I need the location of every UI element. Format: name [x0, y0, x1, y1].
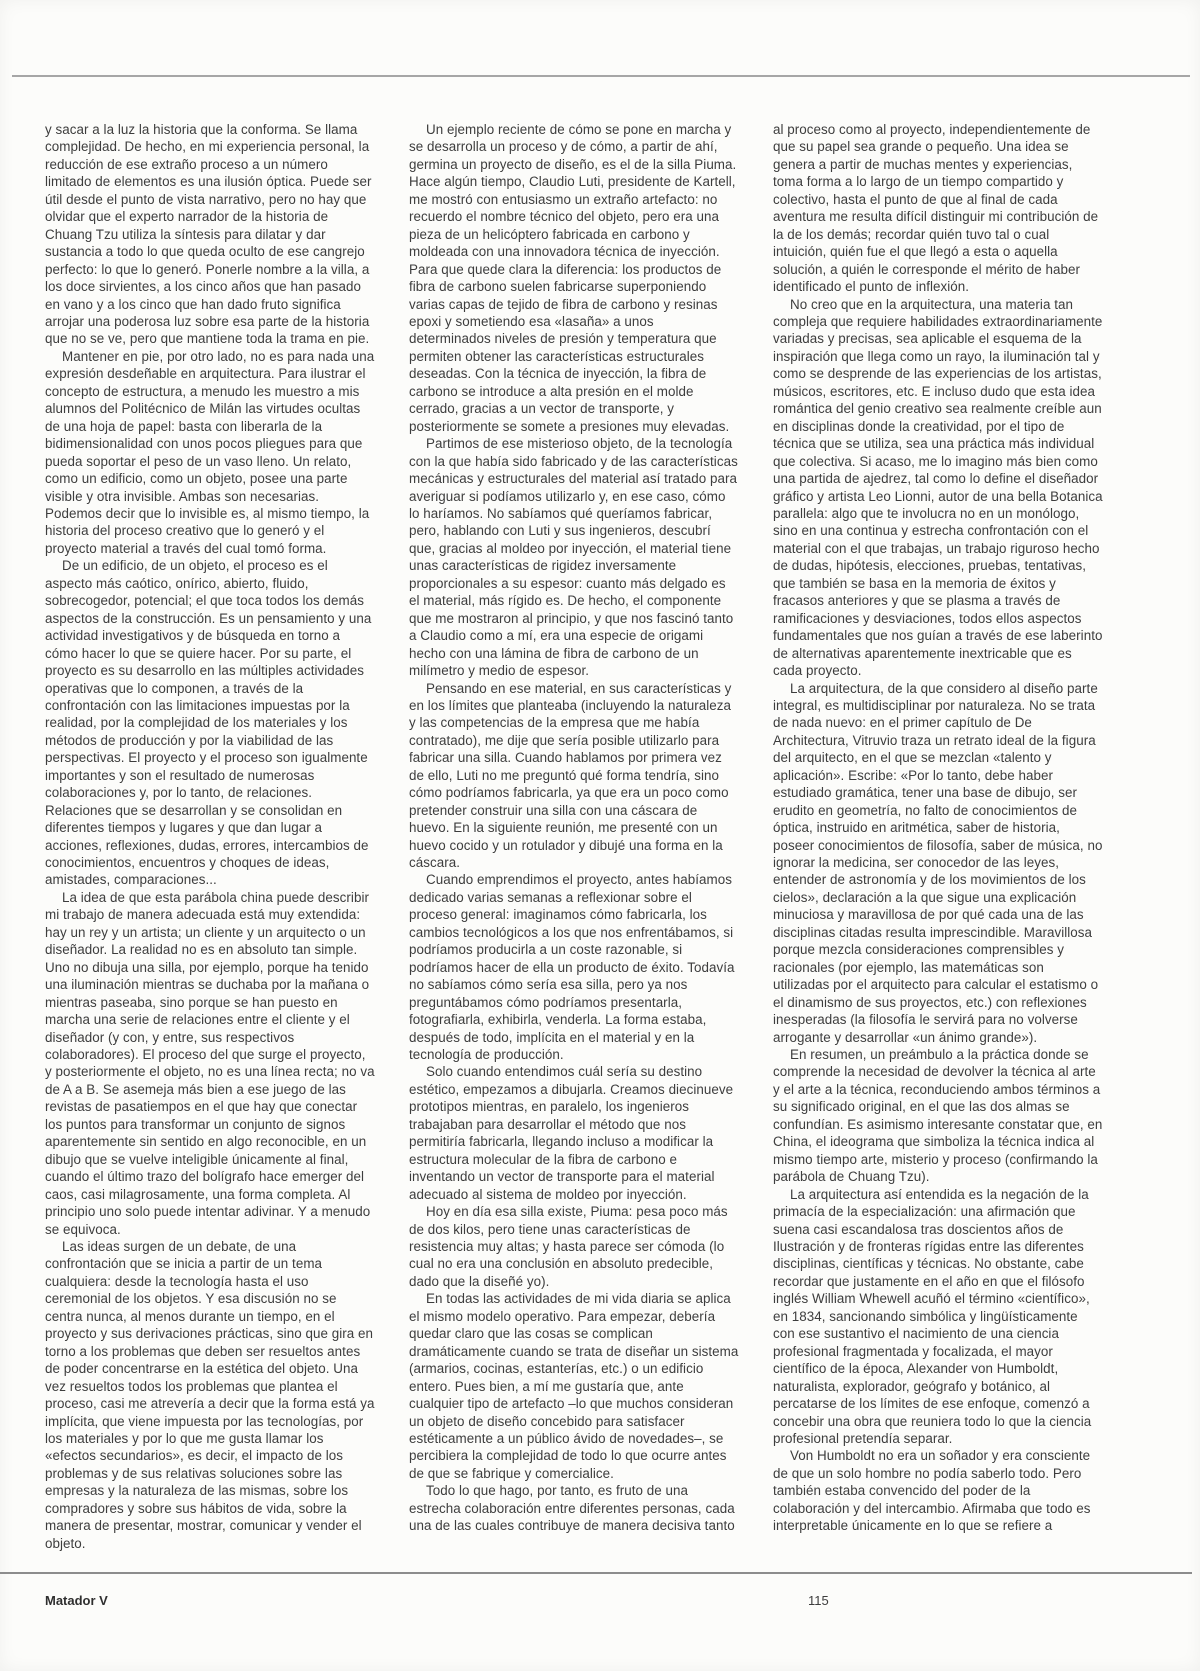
paragraph: Un ejemplo reciente de cómo se pone en marcha y se desarrolla un proceso y de cómo, a partir de ahí, germina un proyecto de diseño, es el de la silla Piuma. Hace algún tiempo, Claudio Luti, presidente de Kartell, me mostró con entusiasmo un extraño artefacto: no recuerdo el nombre técnico del objeto, pero era una pieza de un helicóptero fabricada en carbono y moldeada con una innovadora técnica de inyección. Para que quede clara la diferencia: los productos de fibra de carbono suelen fabricarse superponiendo varias capas de tejido de fibra de carbono y resinas epoxi y sometiendo esa «lasaña» a unos determinados niveles de presión y temperatura que permiten obtener las características estructurales deseadas. Con la técnica de inyección, la fibra de carbono se introduce a alta presión en el molde cerrado, gracias a un vector de transporte, y posteriormente se somete a presiones muy elevadas.	[409, 122, 737, 434]
text-columns	[45, 121, 1103, 1552]
paragraph: Todo lo que hago, por tanto, es fruto de una estrecha colaboración entre diferentes personas, cada una de las cuales contribuye de manera decisiva tanto	[409, 1483, 735, 1534]
paragraph: No creo que en la arquitectura, una materia tan compleja que requiere habilidades extraordinariamente variadas y precisas, sea aplicable el esquema de la inspiración que llega como un rayo, la iluminación tal y como se desprende de las experiencias de los artistas, músicos, escritores, etc. E incluso dudo que esta idea romántica del genio creativo sea realmente creíble aun en disciplinas donde la creatividad, por el tipo de técnica que se utiliza, sea una práctica más individual que colectiva. Si acaso, me lo imagino más bien como una partida de ajedrez, tal como lo define el diseñador gráfico y artista Leo Lionni, autor de una bella Botanica parallela: algo que te involucra no en un monólogo, sino en una continua y estrecha confrontación con el material con el que trabajas, un trabajo riguroso hecho de dudas, hipótesis, elecciones, pruebas, tentativas, que también se basa en la memoria de éxitos y fracasos anteriores y que se plasma a través de ramificaciones y desviaciones, todos ellos aspectos fundamentales que nos guían a través de ese laberinto de alternativas aparentemente inextricable que es cada proyecto.	[773, 296, 1103, 679]
top-divider	[12, 75, 1190, 77]
text-column-2	[409, 121, 739, 1552]
paragraph: Mantener en pie, por otro lado, no es para nada una expresión desdeñable en arquitectura. Para ilustrar el concepto de estructura, a menudo les muestro a mis alumnos del Politécnico de Milán las virtudes ocultas de una hoja de papel: basta con liberarla de la bidimensionalidad con unos pocos pliegues para que pueda soportar el peso de un vaso lleno. Un relato, como un edificio, como un objeto, posee una parte visible y otra invisible. Ambas son necesarias. Podemos decir que lo invisible es, al mismo tiempo, la historia del proceso creativo que lo generó y el proyecto material a través del cual tomó forma.	[45, 348, 375, 556]
paragraph: y sacar a la luz la historia que la conforma. Se llama complejidad. De hecho, en mi experiencia personal, la reducción de ese extraño proceso a un número limitado de elementos es una ilusión óptica. Puede ser útil desde el punto de vista narrativo, pero no hay que olvidar que el experto narrador de la historia de Chuang Tzu utiliza la síntesis para dilatar y dar sustancia a todo lo que queda oculto de ese cangrejo perfecto: lo que lo generó. Ponerle nombre a la villa, a los doce sirvientes, a los cinco años que han pasado en vano y a los cinco que han dado fruto significa arrojar una poderosa luz sobre esa parte de la historia que no se ve, pero que mantiene toda la trama en pie.	[45, 122, 372, 347]
paragraph: La idea de que esta parábola china puede describir mi trabajo de manera adecuada está muy extendida: hay un rey y un artista; un cliente y un arquitecto o un diseñador. La realidad no es en absoluto tan simple. Uno no dibuja una silla, por ejemplo, porque ha tenido una iluminación mientras se duchaba por la mañana o mientras paseaba, sino porque se han puesto en marcha una serie de relaciones entre el cliente y el diseñador (y con, y entre, sus respectivos colaboradores). El proceso del que surge el proyecto, y posteriormente el objeto, no es una línea recta; no va de A a B. Se asemeja más bien a ese juego de las revistas de pasatiempos en el que hay que conectar los puntos para transformar un conjunto de signos aparentemente sin sentido en algo reconocible, en un dibujo que se vuelve inteligible únicamente al final, cuando el último trazo del bolígrafo hace emerger del caos, casi milagrosamente, una forma completa. Al principio uno solo puede intentar adivinar. Y a menudo se equivoca.	[45, 889, 375, 1237]
page-number: 115	[808, 1593, 829, 1608]
publication-title: Matador V	[45, 1593, 108, 1608]
paragraph: Partimos de ese misterioso objeto, de la tecnología con la que había sido fabricado y de las características mecánicas y estructurales del material así tratado para averiguar si podíamos utilizarlo y, en ese caso, cómo lo haríamos. No sabíamos qué queríamos fabricar, pero, hablando con Luti y sus ingenieros, descubrí que, gracias al moldeo por inyección, el material tiene unas características de rigidez inversamente proporcionales a su espesor: cuanto más delgado es el material, más rígido es. De hecho, el componente que me mostraron al principio, y que nos fascinó tanto a Claudio como a mí, era una especie de origami hecho con una lámina de fibra de carbono de un milímetro y medio de espesor.	[409, 436, 738, 679]
text-column-1	[45, 121, 375, 1552]
paragraph: En todas las actividades de mi vida diaria se aplica el mismo modelo operativo. Para empezar, debería quedar claro que las cosas se complican dramáticamente cuando se trata de diseñar un sistema (armarios, cocinas, estanterías, etc.) o un edificio entero. Pues bien, a mí me gustaría que, ante cualquier tipo de artefacto –lo que muchos consideran un objeto de diseño concebido para satisfacer estéticamente a un público ávido de novedades–, se percibiera la complejidad de todo lo que ocurre antes de que se fabrique y comercialice.	[409, 1291, 739, 1481]
paragraph: Pensando en ese material, en sus características y en los límites que planteaba (incluyendo la naturaleza y las competencias de la empresa que me había contratado), me dije que sería posible utilizarlo para fabricar una silla. Cuando hablamos por primera vez de ello, Luti no me preguntó qué forma tendría, sino cómo podríamos fabricarla, ya que era un poco como pretender construir una silla con una cáscara de huevo. En la siguiente reunión, me presenté con un huevo cocido y un rotulador y dibujé una forma en la cáscara.	[409, 680, 732, 871]
text-column-3	[773, 121, 1103, 1552]
bottom-divider	[0, 1572, 1192, 1574]
paragraph: Las ideas surgen de un debate, de una confrontación que se inicia a partir de un tema cualquiera: desde la tecnología hasta el uso ceremonial de los objetos. Y esa discusión no se centra nunca, al menos durante un tiempo, en el proyecto y sus derivaciones prácticas, sino que gira en torno a los problemas que deben ser resueltos antes de poder concentrarse en la estética del objeto. Una vez resueltos todos los problemas que plantea el proceso, casi me atrevería a decir que la forma está ya implícita, que viene impuesta por las tecnologías, por los materiales y por lo que me gusta llamar los «efectos secundarios», es decir, el impacto de los problemas y de sus relativas soluciones sobre las empresas y la naturaleza de las mismas, sobre los compradores y sobre sus hábitos de vida, sobre la manera de presentar, mostrar, comunicar y vender el objeto.	[45, 1239, 375, 1551]
paragraph: Solo cuando entendimos cuál sería su destino estético, empezamos a dibujarla. Creamos diecinueve prototipos mientras, en paralelo, los ingenieros trabajaban para desarrollar el método que nos permitiría fabricarla, llegando incluso a modificar la estructura molecular de la fibra de carbono e inventando un vector de transporte para el material adecuado al sistema de moldeo por inyección.	[409, 1064, 734, 1202]
paragraph: Von Humboldt no era un soñador y era consciente de que un solo hombre no podía saberlo todo. Pero también estaba convencido del poder de la colaboración y del intercambio. Afirmaba que todo es interpretable únicamente en lo que se refiere a	[773, 1448, 1091, 1534]
paragraph: al proceso como al proyecto, independientemente de que su papel sea grande o pequeño. Una idea se genera a partir de muchas mentes y experiencias, toma forma a lo largo de un tiempo compartido y colectivo, hasta el punto de que al final de cada aventura me resulta difícil distinguir mi contribución de la de los demás; recordar quién tuvo tal o cual intuición, quién fue el que llegó a esta o aquella solución, a quién le corresponde el mérito de haber identificado el punto de inflexión.	[773, 122, 1099, 295]
paragraph: La arquitectura así entendida es la negación de la primacía de la especialización: una afirmación que suena casi escandalosa tras doscientos años de Ilustración y de fronteras rígidas entre las diferentes disciplinas, científicas y técnicas. No obstante, cabe recordar que justamente en el año en que el filósofo inglés William Whewell acuñó el término «científico», en 1834, sancionando simbólica y lingüísticamente con ese sustantivo el nacimiento de una ciencia profesional fragmentada y focalizada, el mayor científico de la época, Alexander von Humboldt, naturalista, explorador, geógrafo y botánico, al percatarse de los límites de ese enfoque, comenzó a concebir una obra que reuniera todo lo que la ciencia profesional pretendía separar.	[773, 1186, 1092, 1446]
paragraph: La arquitectura, de la que considero al diseño parte integral, es multidisciplinar por naturaleza. No se trata de nada nuevo: en el primer capítulo de De Architectura, Vitruvio traza un retrato ideal de la figura del arquitecto, en el que se mezclan «talento y aplicación». Escribe: «Por lo tanto, debe haber estudiado gramática, tener una base de dibujo, ser erudito en geometría, no falto de conocimientos de óptica, instruido en aritmética, saber de historia, poseer conocimientos de filosofía, saber de música, no ignorar la medicina, ser conocedor de las leyes, entender de astronomía y de los movimientos de los cielos», declaración a la que sigue una explicación minuciosa y maravillosa de por qué cada una de las disciplinas citadas resulta imprescindible. Maravillosa porque mezcla consideraciones comprensibles y racionales (por ejemplo, las matemáticas son utilizadas por el arquitecto para calcular el estatismo o el dinamismo de sus proyectos, etc.) con reflexiones inesperadas (la filosofía le servirá para no volverse arrogante y desarrollar «un ánimo grande»).	[773, 680, 1103, 1045]
paragraph: En resumen, un preámbulo a la práctica donde se comprende la necesidad de devolver la técnica al arte y el arte a la técnica, reconduciendo ambos términos a su significado original, en el que las dos almas se confundían. Es asimismo interesante constatar que, en China, el ideograma que simboliza la técnica indica al mismo tiempo arte, misterio y proceso (confirmando la parábola de Chuang Tzu).	[773, 1047, 1103, 1185]
paragraph: De un edificio, de un objeto, el proceso es el aspecto más caótico, onírico, abierto, fluido, sobrecogedor, potencial; el que toca todos los demás aspectos de la construcción. Es un pensamiento y una actividad investigativos y de búsqueda en torno a cómo hacer lo que se quiere hacer. Por su parte, el proyecto es su desarrollo en las múltiples actividades operativas que lo componen, a través de la confrontación con las limitaciones impuestas por la realidad, por la complejidad de los materiales y los métodos de producción y por la viabilidad de las perspectivas. El proyecto y el proceso son igualmente importantes y son el resultado de numerosas colaboraciones y, por lo tanto, de relaciones. Relaciones que se desarrollan y se consolidan en diferentes tiempos y lugares y que dan lugar a acciones, reflexiones, dudas, errores, intercambios de conocimientos, encuentros y choques de ideas, amistades, comparaciones...	[45, 558, 372, 888]
paragraph: Hoy en día esa silla existe, Piuma: pesa poco más de dos kilos, pero tiene unas características de resistencia muy altas; y hasta parece ser cómoda (lo cual no era una conclusión en absoluto predecible, dado que la diseñé yo).	[409, 1204, 728, 1289]
paragraph: Cuando emprendimos el proyecto, antes habíamos dedicado varias semanas a reflexionar sobre el proceso general: imaginamos cómo fabricarla, los cambios tecnológicos a los que nos enfrentábamos, si podríamos producirla a un coste razonable, si podríamos hacer de ella un producto de éxito. Todavía no sabíamos cómo sería esa silla, pero ya nos preguntábamos cómo podríamos presentarla, fotografiarla, exhibirla, venderla. La forma estaba, después de todo, implícita en el material y en la tecnología de producción.	[409, 872, 735, 1063]
page-footer	[0, 1593, 1200, 1613]
